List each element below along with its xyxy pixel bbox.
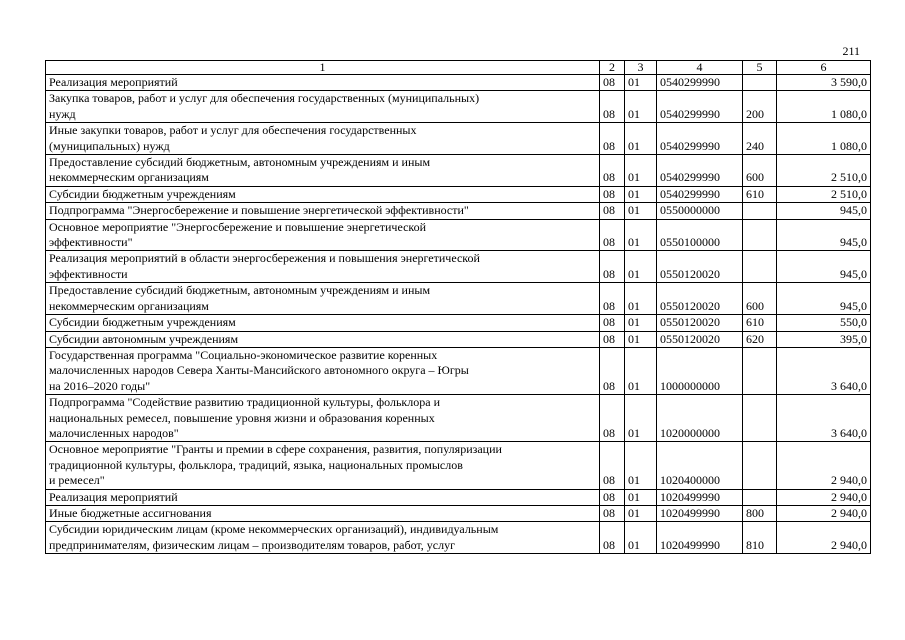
row-name-cell: Закупка товаров, работ и услуг для обеспечения государственных (муниципальных) нужд bbox=[46, 91, 600, 123]
target-article-cell: 0540299990 bbox=[657, 155, 743, 187]
subsection-code-cell: 01 bbox=[625, 331, 657, 347]
expense-type-cell: 610 bbox=[743, 315, 777, 331]
amount-cell: 395,0 bbox=[777, 331, 871, 347]
subsection-code-cell: 01 bbox=[625, 395, 657, 442]
expense-type-cell: 600 bbox=[743, 283, 777, 315]
section-code-cell: 08 bbox=[600, 91, 625, 123]
section-code-cell: 08 bbox=[600, 395, 625, 442]
target-article-cell: 1020499990 bbox=[657, 489, 743, 505]
row-name-cell: Предоставление субсидий бюджетным, автономным учреждениям и иным некоммерческим организациям bbox=[46, 283, 600, 315]
row-name-cell: Субсидии автономным учреждениям bbox=[46, 331, 600, 347]
expense-type-cell: 610 bbox=[743, 186, 777, 202]
subsection-code-cell: 01 bbox=[625, 155, 657, 187]
section-code-cell: 08 bbox=[600, 505, 625, 521]
subsection-code-cell: 01 bbox=[625, 505, 657, 521]
target-article-cell: 0550120020 bbox=[657, 331, 743, 347]
expense-type-cell: 800 bbox=[743, 505, 777, 521]
table-row bbox=[46, 123, 871, 155]
amount-cell: 945,0 bbox=[777, 251, 871, 283]
table-row bbox=[46, 91, 871, 123]
expense-type-cell: 200 bbox=[743, 91, 777, 123]
expense-type-cell bbox=[743, 347, 777, 394]
target-article-cell: 0550100000 bbox=[657, 219, 743, 251]
row-name-cell: Субсидии бюджетным учреждениям bbox=[46, 315, 600, 331]
target-article-cell: 1000000000 bbox=[657, 347, 743, 394]
section-code-cell: 08 bbox=[600, 315, 625, 331]
amount-cell: 3 640,0 bbox=[777, 347, 871, 394]
row-name-cell: Основное мероприятие "Энергосбережение и повышение энергетической эффективности" bbox=[46, 219, 600, 251]
amount-cell: 2 940,0 bbox=[777, 489, 871, 505]
row-name-cell: Основное мероприятие "Гранты и премии в сфере сохранения, развития, популяризации традиционной культуры, фольклора, традиций, языка, национальных промыслов и ремесел" bbox=[46, 442, 600, 489]
expense-type-cell: 620 bbox=[743, 331, 777, 347]
subsection-code-cell: 01 bbox=[625, 186, 657, 202]
table-row bbox=[46, 219, 871, 251]
amount-cell: 2 510,0 bbox=[777, 155, 871, 187]
row-name-cell: Иные бюджетные ассигнования bbox=[46, 505, 600, 521]
amount-cell: 550,0 bbox=[777, 315, 871, 331]
target-article-cell: 0550120020 bbox=[657, 315, 743, 331]
row-name-cell: Подпрограмма "Энергосбережение и повышение энергетической эффективности" bbox=[46, 203, 600, 219]
target-article-cell: 0540299990 bbox=[657, 186, 743, 202]
subsection-code-cell: 01 bbox=[625, 91, 657, 123]
subsection-code-cell: 01 bbox=[625, 315, 657, 331]
target-article-cell: 0540299990 bbox=[657, 91, 743, 123]
amount-cell: 3 640,0 bbox=[777, 395, 871, 442]
section-code-cell: 08 bbox=[600, 347, 625, 394]
amount-cell: 1 080,0 bbox=[777, 123, 871, 155]
expense-type-cell: 240 bbox=[743, 123, 777, 155]
expense-type-cell bbox=[743, 219, 777, 251]
subsection-code-cell: 01 bbox=[625, 522, 657, 554]
table-row bbox=[46, 442, 871, 489]
subsection-code-cell: 01 bbox=[625, 75, 657, 91]
subsection-code-cell: 01 bbox=[625, 489, 657, 505]
table-row bbox=[46, 203, 871, 219]
section-code-cell: 08 bbox=[600, 331, 625, 347]
page-number: 211 bbox=[842, 44, 860, 58]
table-row bbox=[46, 155, 871, 187]
row-name-cell: Иные закупки товаров, работ и услуг для обеспечения государственных (муниципальных) нужд bbox=[46, 123, 600, 155]
subsection-code-cell: 01 bbox=[625, 442, 657, 489]
row-name-cell: Государственная программа "Социально-экономическое развитие коренных малочисленных народов Севера Ханты-Мансийского автономного округа – Югры на 2016–2020 годы" bbox=[46, 347, 600, 394]
table-row bbox=[46, 489, 871, 505]
section-code-cell: 08 bbox=[600, 123, 625, 155]
target-article-cell: 1020499990 bbox=[657, 522, 743, 554]
target-article-cell: 1020400000 bbox=[657, 442, 743, 489]
amount-cell: 945,0 bbox=[777, 203, 871, 219]
section-code-cell: 08 bbox=[600, 186, 625, 202]
amount-cell: 945,0 bbox=[777, 283, 871, 315]
row-name-cell: Реализация мероприятий bbox=[46, 75, 600, 91]
expense-type-cell bbox=[743, 75, 777, 91]
table-row bbox=[46, 522, 871, 554]
budget-table bbox=[45, 60, 871, 554]
section-code-cell: 08 bbox=[600, 283, 625, 315]
section-code-cell: 08 bbox=[600, 155, 625, 187]
section-code-cell: 08 bbox=[600, 489, 625, 505]
table-row bbox=[46, 315, 871, 331]
expense-type-cell: 600 bbox=[743, 155, 777, 187]
section-code-cell: 08 bbox=[600, 442, 625, 489]
section-code-cell: 08 bbox=[600, 75, 625, 91]
table-row bbox=[46, 395, 871, 442]
table-row bbox=[46, 347, 871, 394]
table-row bbox=[46, 331, 871, 347]
target-article-cell: 0550120020 bbox=[657, 283, 743, 315]
subsection-code-cell: 01 bbox=[625, 219, 657, 251]
subsection-code-cell: 01 bbox=[625, 123, 657, 155]
section-code-cell: 08 bbox=[600, 219, 625, 251]
table-row bbox=[46, 186, 871, 202]
expense-type-cell bbox=[743, 203, 777, 219]
table-row bbox=[46, 75, 871, 91]
target-article-cell: 0540299990 bbox=[657, 75, 743, 91]
table-row bbox=[46, 251, 871, 283]
amount-cell: 2 940,0 bbox=[777, 505, 871, 521]
target-article-cell: 0550120020 bbox=[657, 251, 743, 283]
amount-cell: 1 080,0 bbox=[777, 91, 871, 123]
section-code-cell: 08 bbox=[600, 251, 625, 283]
row-name-cell: Реализация мероприятий в области энергосбережения и повышения энергетической эффективности bbox=[46, 251, 600, 283]
expense-type-cell bbox=[743, 489, 777, 505]
row-name-cell: Предоставление субсидий бюджетным, автономным учреждениям и иным некоммерческим организациям bbox=[46, 155, 600, 187]
header-cell-6: 6 bbox=[777, 61, 871, 75]
table-row bbox=[46, 283, 871, 315]
header-cell-5: 5 bbox=[743, 61, 777, 75]
expense-type-cell: 810 bbox=[743, 522, 777, 554]
amount-cell: 2 940,0 bbox=[777, 442, 871, 489]
row-name-cell: Субсидии бюджетным учреждениям bbox=[46, 186, 600, 202]
header-row bbox=[46, 61, 871, 75]
subsection-code-cell: 01 bbox=[625, 283, 657, 315]
header-cell-4: 4 bbox=[657, 61, 743, 75]
row-name-cell: Субсидии юридическим лицам (кроме некоммерческих организаций), индивидуальным предпринимателям, физическим лицам – производителям товаров, работ, услуг bbox=[46, 522, 600, 554]
target-article-cell: 0540299990 bbox=[657, 123, 743, 155]
row-name-cell: Подпрограмма "Содействие развитию традиционной культуры, фольклора и национальных ремесел, повышение уровня жизни и образования коренных малочисленных народов" bbox=[46, 395, 600, 442]
subsection-code-cell: 01 bbox=[625, 203, 657, 219]
subsection-code-cell: 01 bbox=[625, 347, 657, 394]
section-code-cell: 08 bbox=[600, 522, 625, 554]
section-code-cell: 08 bbox=[600, 203, 625, 219]
expense-type-cell bbox=[743, 442, 777, 489]
header-cell-3: 3 bbox=[625, 61, 657, 75]
target-article-cell: 1020000000 bbox=[657, 395, 743, 442]
target-article-cell: 0550000000 bbox=[657, 203, 743, 219]
expense-type-cell bbox=[743, 251, 777, 283]
table-row bbox=[46, 505, 871, 521]
header-cell-1: 1 bbox=[46, 61, 600, 75]
amount-cell: 945,0 bbox=[777, 219, 871, 251]
amount-cell: 2 510,0 bbox=[777, 186, 871, 202]
subsection-code-cell: 01 bbox=[625, 251, 657, 283]
amount-cell: 2 940,0 bbox=[777, 522, 871, 554]
header-cell-2: 2 bbox=[600, 61, 625, 75]
target-article-cell: 1020499990 bbox=[657, 505, 743, 521]
expense-type-cell bbox=[743, 395, 777, 442]
row-name-cell: Реализация мероприятий bbox=[46, 489, 600, 505]
amount-cell: 3 590,0 bbox=[777, 75, 871, 91]
